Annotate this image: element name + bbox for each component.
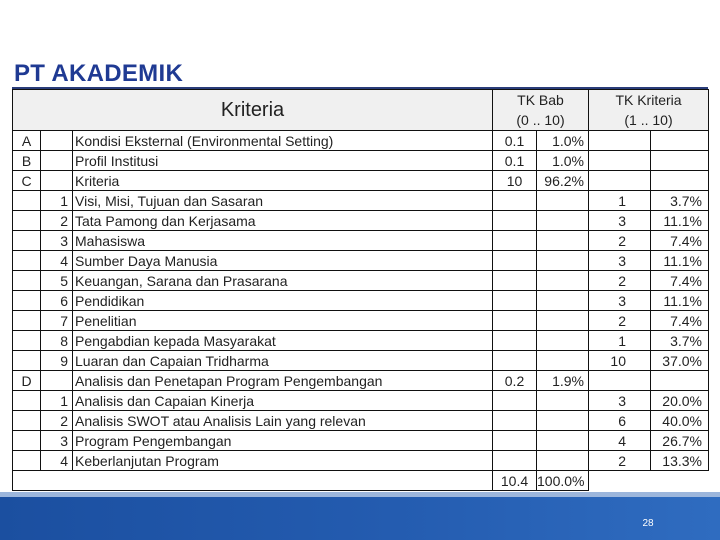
header-tk-bab-range: (0 .. 10) xyxy=(516,112,565,128)
row-tk-kriteria-percent: 13.3% xyxy=(651,451,709,471)
row-tk-kriteria-value: 2 xyxy=(589,451,651,471)
row-letter xyxy=(13,391,41,411)
row-tk-bab-value xyxy=(493,211,537,231)
row-label: Profil Institusi xyxy=(73,151,493,171)
row-tk-bab-value: 0.1 xyxy=(493,151,537,171)
row-tk-kriteria-percent: 11.1% xyxy=(651,291,709,311)
table-row xyxy=(13,291,709,311)
row-label: Penelitian xyxy=(73,311,493,331)
row-letter: A xyxy=(13,131,41,151)
row-tk-bab-value xyxy=(493,411,537,431)
row-tk-bab-value xyxy=(493,231,537,251)
row-letter: C xyxy=(13,171,41,191)
row-number: 8 xyxy=(41,331,73,351)
table-row xyxy=(13,411,709,431)
row-letter xyxy=(13,451,41,471)
table-row xyxy=(13,271,709,291)
row-tk-bab-value xyxy=(493,251,537,271)
row-tk-kriteria-percent: 20.0% xyxy=(651,391,709,411)
row-number: 4 xyxy=(41,451,73,471)
row-letter: B xyxy=(13,151,41,171)
criteria-table xyxy=(12,89,709,491)
row-letter xyxy=(13,231,41,251)
slide-title: PT AKADEMIK xyxy=(14,60,184,87)
row-number: 4 xyxy=(41,251,73,271)
row-label: Program Pengembangan xyxy=(73,431,493,451)
row-tk-bab-percent: 96.2% xyxy=(537,171,589,191)
total-tk-bab-value: 10.4 xyxy=(493,471,537,491)
row-number: 1 xyxy=(41,191,73,211)
row-tk-kriteria-value: 6 xyxy=(589,411,651,431)
row-tk-kriteria-value xyxy=(589,151,651,171)
row-tk-bab-percent xyxy=(537,391,589,411)
row-tk-bab-value: 10 xyxy=(493,171,537,191)
row-tk-bab-percent xyxy=(537,451,589,471)
row-letter xyxy=(13,411,41,431)
row-tk-bab-percent xyxy=(537,251,589,271)
row-tk-kriteria-percent xyxy=(651,151,709,171)
row-letter xyxy=(13,291,41,311)
row-tk-bab-value xyxy=(493,291,537,311)
row-label: Analisis SWOT atau Analisis Lain yang relevan xyxy=(73,411,493,431)
row-tk-kriteria-percent: 11.1% xyxy=(651,211,709,231)
row-label: Tata Pamong dan Kerjasama xyxy=(73,211,493,231)
row-tk-kriteria-value: 3 xyxy=(589,391,651,411)
row-letter xyxy=(13,431,41,451)
row-tk-kriteria-value: 2 xyxy=(589,231,651,251)
table-row xyxy=(13,171,709,191)
table-row xyxy=(13,231,709,251)
row-tk-bab-percent xyxy=(537,351,589,371)
row-tk-bab-value xyxy=(493,271,537,291)
row-tk-bab-value xyxy=(493,391,537,411)
row-tk-kriteria-value xyxy=(589,371,651,391)
row-number xyxy=(41,371,73,391)
table-row xyxy=(13,391,709,411)
row-number: 3 xyxy=(41,431,73,451)
total-row-empty xyxy=(589,471,709,491)
row-letter xyxy=(13,331,41,351)
row-letter xyxy=(13,311,41,331)
row-tk-bab-percent xyxy=(537,211,589,231)
row-tk-kriteria-percent xyxy=(651,131,709,151)
table-row xyxy=(13,131,709,151)
total-row-blank xyxy=(13,471,493,491)
row-number: 2 xyxy=(41,411,73,431)
header-tk-kriteria-title: TK Kriteria xyxy=(615,92,682,108)
row-tk-bab-percent xyxy=(537,231,589,251)
row-letter xyxy=(13,251,41,271)
row-number: 3 xyxy=(41,231,73,251)
table-row xyxy=(13,351,709,371)
row-tk-bab-percent: 1.0% xyxy=(537,151,589,171)
row-tk-kriteria-value: 3 xyxy=(589,211,651,231)
row-label: Mahasiswa xyxy=(73,231,493,251)
table-row xyxy=(13,451,709,471)
header-kriteria: Kriteria xyxy=(13,90,493,131)
row-label: Analisis dan Penetapan Program Pengembangan xyxy=(73,371,493,391)
row-label: Kriteria xyxy=(73,171,493,191)
row-tk-kriteria-percent: 3.7% xyxy=(651,191,709,211)
row-tk-bab-percent xyxy=(537,411,589,431)
table-row xyxy=(13,371,709,391)
row-tk-kriteria-percent: 26.7% xyxy=(651,431,709,451)
row-tk-kriteria-value: 1 xyxy=(589,331,651,351)
row-tk-bab-value xyxy=(493,191,537,211)
row-tk-bab-value xyxy=(493,431,537,451)
row-letter xyxy=(13,271,41,291)
row-tk-bab-percent xyxy=(537,291,589,311)
table-row xyxy=(13,251,709,271)
row-tk-bab-percent: 1.9% xyxy=(537,371,589,391)
row-tk-bab-value xyxy=(493,331,537,351)
row-tk-bab-percent xyxy=(537,311,589,331)
row-tk-kriteria-value: 4 xyxy=(589,431,651,451)
row-tk-bab-value xyxy=(493,451,537,471)
row-letter: D xyxy=(13,371,41,391)
table-row xyxy=(13,431,709,451)
row-tk-kriteria-percent: 40.0% xyxy=(651,411,709,431)
table-total-row xyxy=(13,471,709,491)
row-tk-kriteria-value: 1 xyxy=(589,191,651,211)
row-tk-kriteria-value xyxy=(589,171,651,191)
row-tk-kriteria-value: 2 xyxy=(589,271,651,291)
row-label: Kondisi Eksternal (Environmental Setting) xyxy=(73,131,493,151)
row-letter xyxy=(13,191,41,211)
row-label: Visi, Misi, Tujuan dan Sasaran xyxy=(73,191,493,211)
row-tk-bab-percent xyxy=(537,271,589,291)
row-tk-kriteria-percent xyxy=(651,371,709,391)
row-label: Keberlanjutan Program xyxy=(73,451,493,471)
row-tk-kriteria-percent: 7.4% xyxy=(651,271,709,291)
row-tk-kriteria-value: 3 xyxy=(589,291,651,311)
total-tk-bab-percent: 100.0% xyxy=(537,471,589,491)
row-tk-kriteria-percent: 3.7% xyxy=(651,331,709,351)
row-tk-bab-value: 0.2 xyxy=(493,371,537,391)
row-tk-bab-percent: 1.0% xyxy=(537,131,589,151)
header-tk-bab xyxy=(493,90,589,131)
row-label: Luaran dan Capaian Tridharma xyxy=(73,351,493,371)
row-number: 5 xyxy=(41,271,73,291)
row-tk-kriteria-percent: 7.4% xyxy=(651,231,709,251)
page-number: 28 xyxy=(642,518,654,529)
row-tk-bab-value: 0.1 xyxy=(493,131,537,151)
row-label: Pendidikan xyxy=(73,291,493,311)
header-tk-bab-title: TK Bab xyxy=(517,92,564,108)
row-label: Keuangan, Sarana dan Prasarana xyxy=(73,271,493,291)
row-tk-kriteria-percent: 37.0% xyxy=(651,351,709,371)
table-row xyxy=(13,331,709,351)
row-tk-bab-percent xyxy=(537,331,589,351)
row-tk-bab-value xyxy=(493,351,537,371)
row-tk-kriteria-percent: 7.4% xyxy=(651,311,709,331)
table-row xyxy=(13,191,709,211)
row-number: 9 xyxy=(41,351,73,371)
row-tk-bab-percent xyxy=(537,431,589,451)
table-row xyxy=(13,311,709,331)
row-number xyxy=(41,151,73,171)
footer-bar xyxy=(0,497,720,540)
row-tk-kriteria-value: 2 xyxy=(589,311,651,331)
row-label: Pengabdian kepada Masyarakat xyxy=(73,331,493,351)
row-tk-kriteria-value: 10 xyxy=(589,351,651,371)
table-row xyxy=(13,211,709,231)
row-number xyxy=(41,171,73,191)
row-tk-kriteria-value xyxy=(589,131,651,151)
table-header-row xyxy=(13,90,709,131)
header-tk-kriteria xyxy=(589,90,709,131)
row-label: Analisis dan Capaian Kinerja xyxy=(73,391,493,411)
row-tk-kriteria-value: 3 xyxy=(589,251,651,271)
row-letter xyxy=(13,351,41,371)
row-label: Sumber Daya Manusia xyxy=(73,251,493,271)
row-number: 7 xyxy=(41,311,73,331)
row-tk-kriteria-percent xyxy=(651,171,709,191)
row-number xyxy=(41,131,73,151)
header-tk-kriteria-range: (1 .. 10) xyxy=(624,112,673,128)
row-letter xyxy=(13,211,41,231)
row-tk-bab-value xyxy=(493,311,537,331)
row-number: 6 xyxy=(41,291,73,311)
table-row xyxy=(13,151,709,171)
row-tk-kriteria-percent: 11.1% xyxy=(651,251,709,271)
row-tk-bab-percent xyxy=(537,191,589,211)
row-number: 2 xyxy=(41,211,73,231)
row-number: 1 xyxy=(41,391,73,411)
table-body xyxy=(13,131,709,491)
